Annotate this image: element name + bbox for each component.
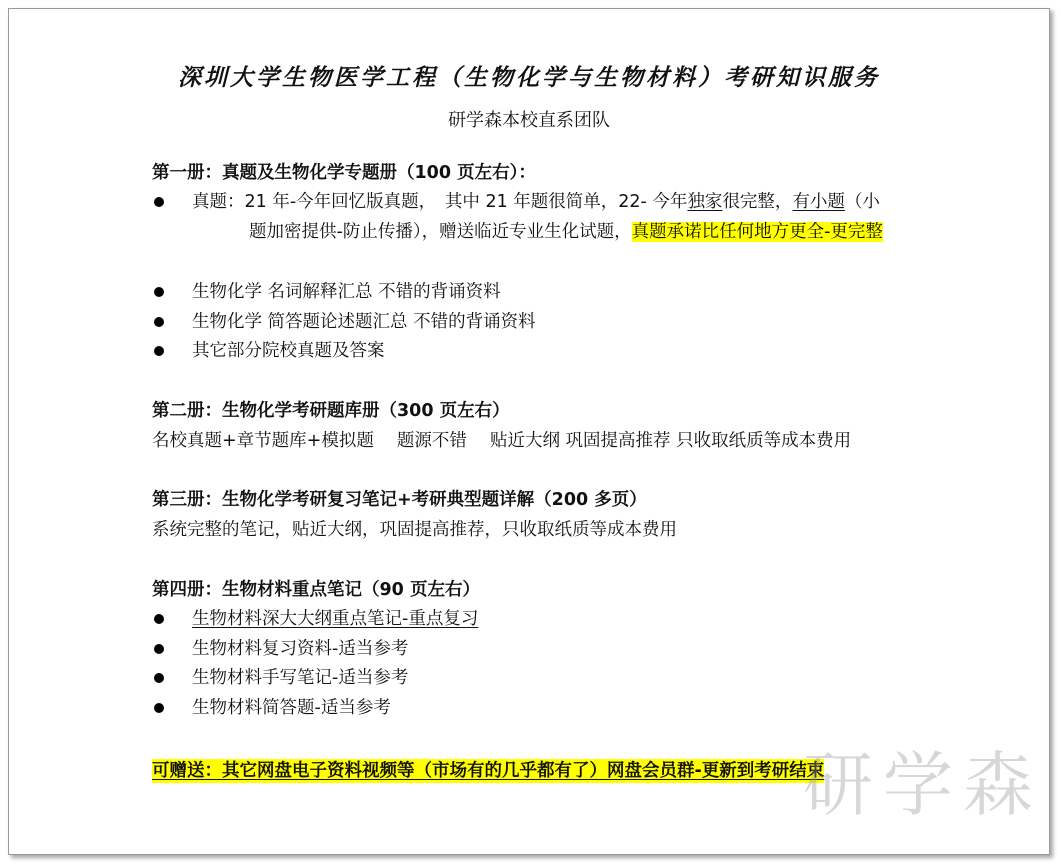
bullet-icon (154, 287, 164, 297)
vol1-item3: 生物化学 简答题论述题汇总 不错的背诵资料 (192, 312, 536, 332)
bullet-icon (154, 644, 164, 654)
vol1-item2: 生物化学 名词解释汇总 不错的背诵资料 (192, 282, 501, 302)
vol4-item3: 生物材料手写笔记-适当参考 (192, 668, 409, 688)
bullet-icon (154, 317, 164, 327)
bullet-icon (154, 673, 164, 683)
vol3-heading: 第三册：生物化学考研复习笔记+考研典型题详解（200 多页） (152, 490, 647, 510)
vol1-item1-line1 (192, 190, 880, 214)
document-page (8, 8, 1050, 855)
vol1-item1-text-c: 很完整， (722, 192, 793, 212)
vol3-desc: 系统完整的笔记，贴近大纲，巩固提高推荐，只收取纸质等成本费用 (152, 520, 677, 540)
vol1-item4: 其它部分院校真题及答案 (192, 341, 385, 361)
vol2-heading: 第二册：生物化学考研题库册（300 页左右） (152, 401, 510, 421)
document-subtitle: 研学森本校直系团队 (448, 110, 610, 131)
vol4-heading: 第四册：生物材料重点笔记（90 页左右） (152, 580, 480, 600)
document-title: 深圳大学生物医学工程（生物化学与生物材料）考研知识服务 (178, 64, 880, 91)
bonus-label: 可赠送： (152, 761, 222, 781)
watermark: 研学森 (803, 744, 1043, 826)
bullet-icon (154, 346, 164, 356)
vol1-item1-text-e: （小 (844, 192, 880, 212)
vol1-item1-text-f: 题加密提供-防止传播），赠送临近专业生化试题， (249, 222, 632, 242)
vol1-heading: 第一册：真题及生物化学专题册（100 页左右）： (152, 163, 536, 183)
bonus-text: 其它网盘电子资料视频等（市场有的几乎都有了）网盘会员群-更新到考研结束 (222, 761, 825, 781)
bullet-icon (154, 703, 164, 713)
vol1-item1-line2 (249, 220, 883, 244)
vol1-item1-highlight: 真题承诺比任何地方更全-更完整 (631, 222, 883, 242)
vol1-item1-small-questions: 有小题 (792, 192, 845, 212)
vol1-item1-text-a: 真题：21 年-今年回忆版真题， 其中 21 年题很简单，22- 今年 (192, 192, 688, 212)
bonus-line (152, 759, 824, 783)
vol2-desc: 名校真题+章节题库+模拟题 题源不错 贴近大纲 巩固提高推荐 只收取纸质等成本费用 (152, 431, 852, 451)
vol1-item1-exclusive: 独家 (687, 192, 723, 212)
bullet-icon (154, 614, 164, 624)
vol4-item1: 生物材料深大大纲重点笔记-重点复习 (192, 609, 479, 629)
bullet-icon (154, 197, 164, 207)
vol4-item4: 生物材料简答题-适当参考 (192, 698, 391, 718)
vol4-item2: 生物材料复习资料-适当参考 (192, 639, 409, 659)
